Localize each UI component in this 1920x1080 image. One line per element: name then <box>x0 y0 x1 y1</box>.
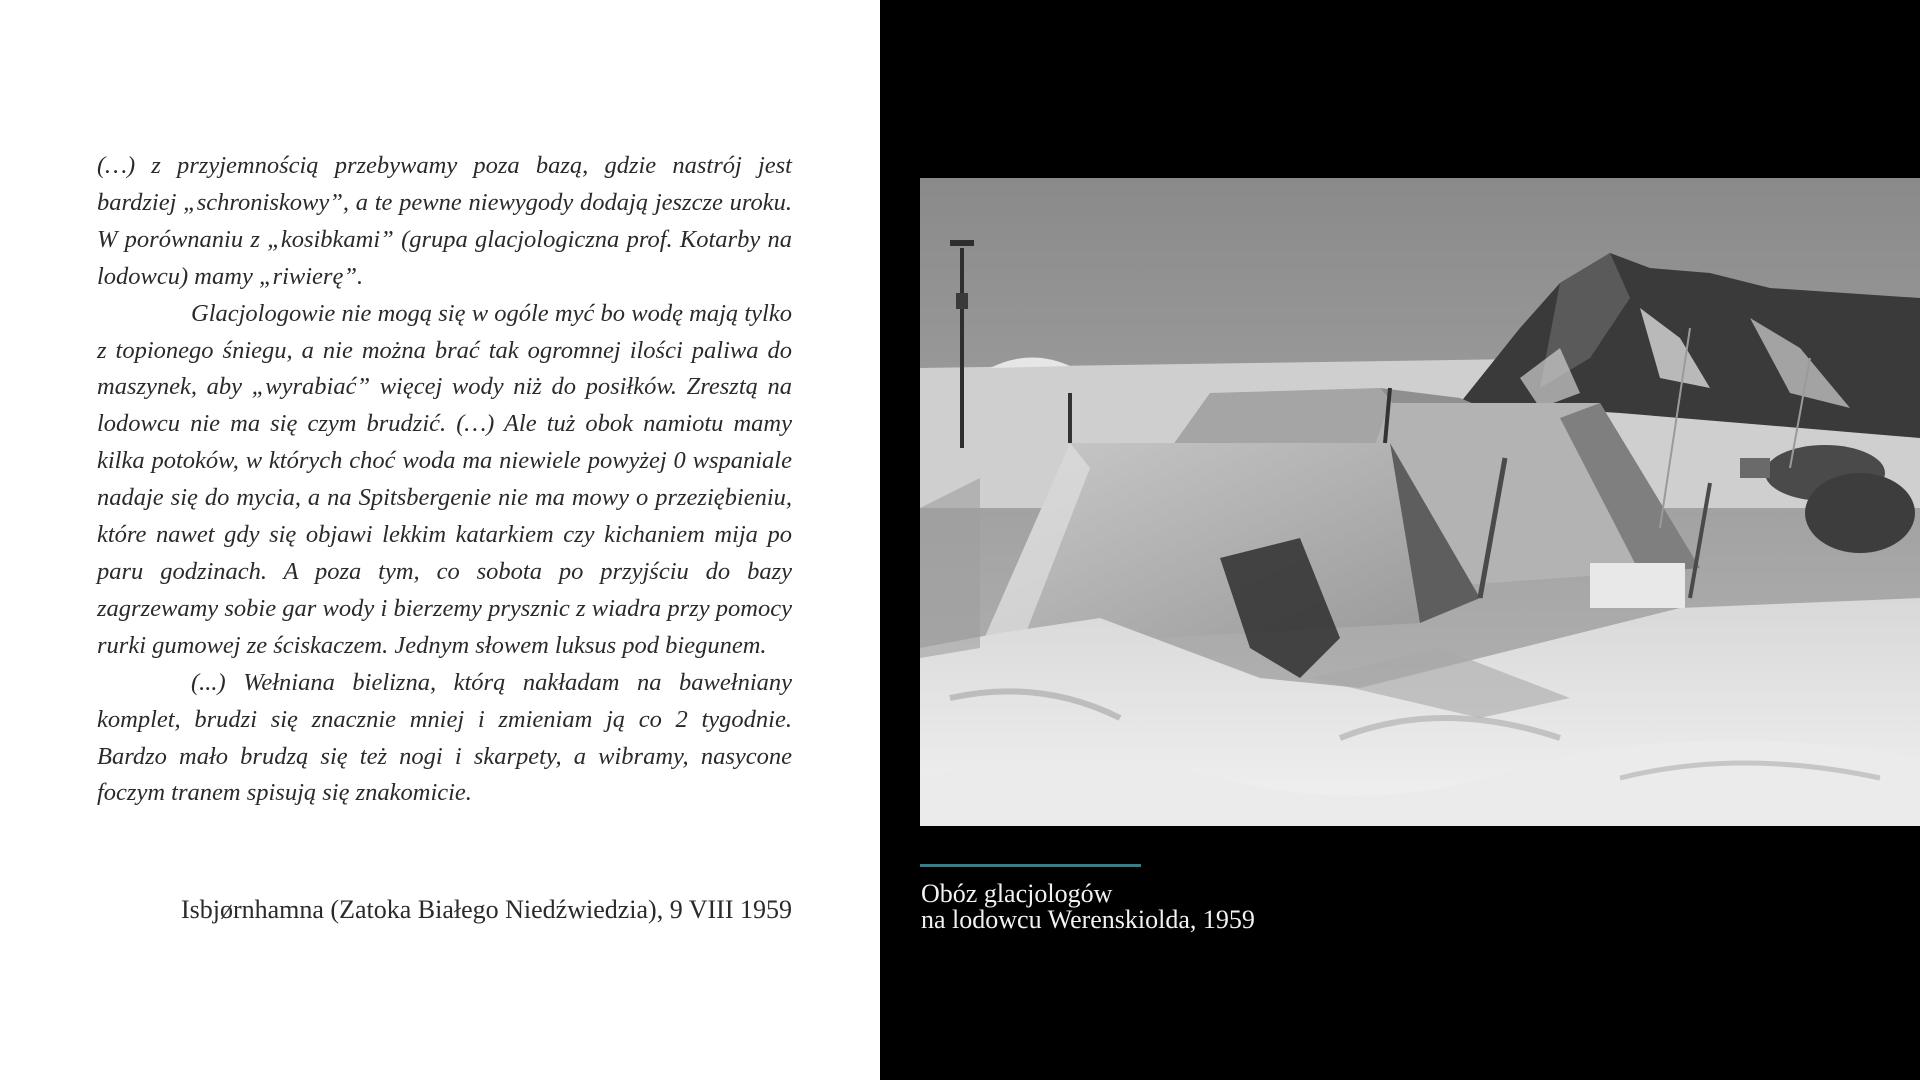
letter-excerpt <box>97 148 792 812</box>
caption-line-2: na lodowcu Werenskiolda, 1959 <box>921 905 1255 934</box>
letter-paragraph-2: Glacjologowie nie mogą się w ogóle myć bo wodę mają tylko z topionego śniegu, a nie można brać tak ogromnej ilości paliwa do maszynek, aby „wyrabiać” więcej wody niż do posiłków. Zresztą na lodowcu nie ma się czym brudzić. (…) Ale tuż obok namiotu mamy kilka potoków, w których choć woda ma niewiele powyżej 0 wspaniale nadaje się do mycia, a na Spitsbergenie nie ma mowy o przeziębieniu, które nawet gdy się objawi lekkim katarkiem czy kichaniem mija po paru godzinach. A poza tym, co sobota po przyjściu do bazy zagrzewamy sobie gar wody i bierzemy prysznic z wiadra przy pomocy rurki gumowej ze ściskaczem. Jednym słowem luksus pod biegunem. <box>97 299 792 659</box>
letter-paragraph-1: (…) z przyjemnością przebywamy poza bazą, gdzie nastrój jest bardziej „schroniskowy”, a te pewne niewygody dodają jeszcze uroku. W porównaniu z „kosibkami” (grupa glacjologiczna prof. Kotarby na lodowcu) mamy „riwierę”. <box>97 152 792 290</box>
photo-caption <box>921 881 1621 933</box>
archival-photo <box>920 178 1920 826</box>
tent-camp-illustration <box>920 178 1920 826</box>
caption-line-1: Obóz glacjologów <box>921 879 1113 908</box>
letter-paragraph-3: (...) Wełniana bielizna, którą nakładam na bawełniany komplet, brudzi się znacznie mniej i zmieniam ją co 2 tygodnie. Bardzo mało brudzą się też nogi i skarpety, a wibramy, nasycone foczym tranem spisują się znakomicie. <box>97 668 792 807</box>
caption-accent-rule <box>920 864 1141 867</box>
letter-signature: Isbjørnhamna (Zatoka Białego Niedźwiedzia), 9 VIII 1959 <box>180 895 792 924</box>
